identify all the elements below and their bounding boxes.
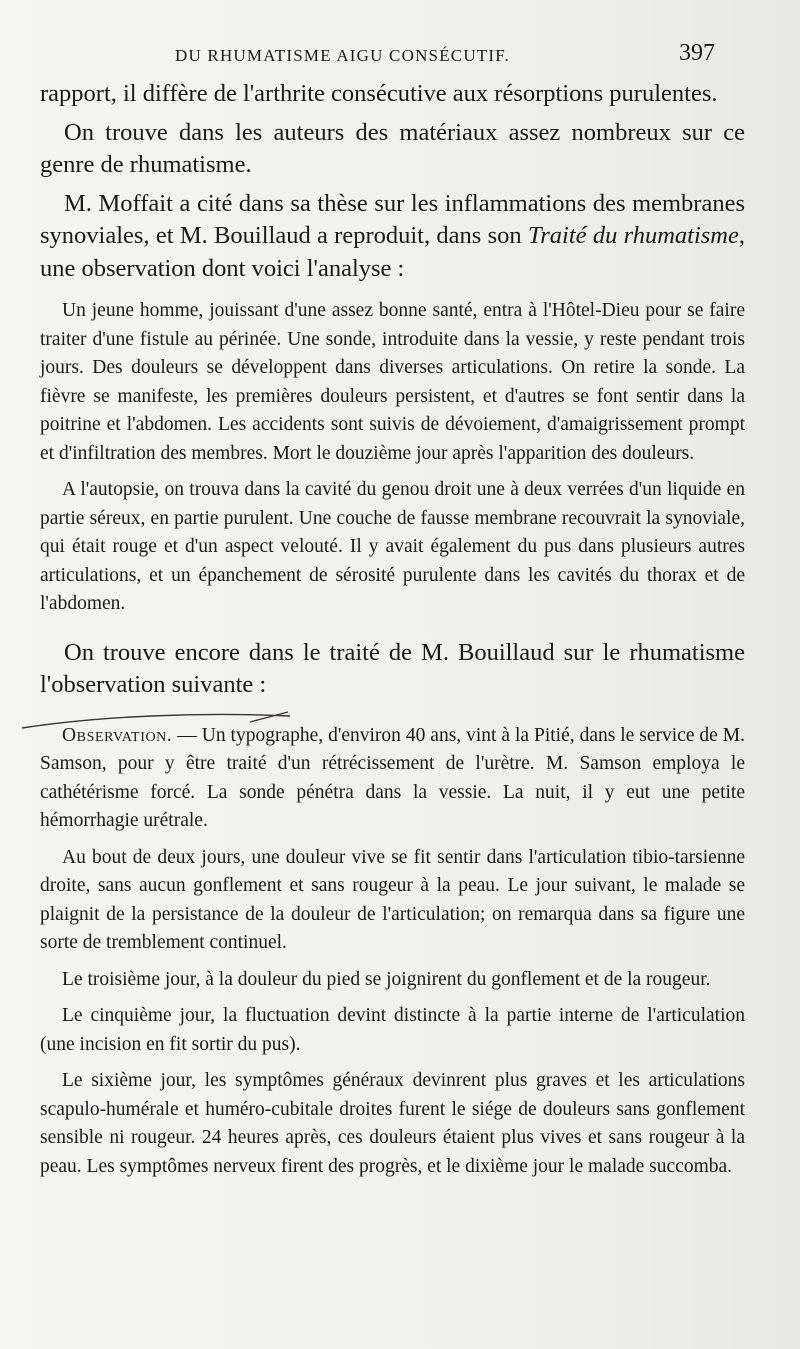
observation-text: — Un typographe, d'environ 40 ans, vint à la Pitié, dans le service de M. Samson, pour y être traité d'un rétrécissement de l'urètre. M. Samson employa le cathétérisme forcé. La sonde pénétra dans la vessie. La nuit, il y eut une petite hémorrhagie urétrale. [40,724,745,831]
paragraph-9: Le troisième jour, à la douleur du pied se joignirent du gonflement et de la rougeur. [62,968,711,990]
paragraph-3 [40,188,745,286]
book-title: Traité du rhumatisme [527,222,739,249]
paragraph-10: Le cinquième jour, la fluctuation devint distincte à la partie interne de l'articulation (une incision en fit sortir du pus). [40,1005,745,1055]
page-header [175,40,715,70]
paragraph-5: A l'autopsie, on trouva dans la cavité du genou droit une à deux verrées d'un liquide en partie séreux, en partie purulent. Une couche de fausse membrane recouvrait la synoviale, qui était rouge et d'un aspect velouté. Il y avait également du pus dans plusieurs autres articulations, et un épanchement de sérosité purulente dans les cavités du thorax et de l'abdomen. [40,479,745,614]
paragraph-3-after: , une observation dont voici l'analyse : [40,222,745,282]
page-body [40,78,745,1181]
paragraph-4: Un jeune homme, jouissant d'une assez bonne santé, entra à l'Hôtel-Dieu pour se faire traiter d'une fistule au périnée. Une sonde, introduite dans la vessie, y reste pendant trois jours. Des douleurs se développent dans diverses articulations. On retire la sonde. La fièvre se manifeste, les premières douleurs persistent, et d'autres se font sentir dans la poitrine et l'abdomen. Les accidents sont suivis de dévoiement, d'amaigrissement prompt et d'infiltration des membres. Mort le douzième jour après l'apparition des douleurs. [40,300,745,464]
paragraph-3-before: M. Moffait a cité dans sa thèse sur les inflammations des membranes synoviales, et M. Bouillaud a reproduit, dans son [40,189,745,249]
paragraph-8: Au bout de deux jours, une douleur vive se fit sentir dans l'articulation tibio-tarsienne droite, sans aucun gonflement et sans rougeur à la peau. Le jour suivant, le malade se plaignit de la persistance de la douleur de l'articulation; on remarqua dans sa figure une sorte de tremblement continuel. [40,846,745,953]
observation-label: Observation. [62,724,173,746]
running-head: DU RHUMATISME AIGU CONSÉCUTIF. [175,46,510,65]
page-number: 397 [679,40,715,66]
paragraph-1: rapport, il diffère de l'arthrite consécutive aux résorptions purulentes. [40,80,718,107]
paragraph-11: Le sixième jour, les symptômes généraux devinrent plus graves et les articulations scapulo-humérale et huméro-cubitale droites furent le siége de douleurs sans gonflement sensible ni rougeur. 24 heures après, ces douleurs étaient plus vives et sans rougeur à la peau. Les symptômes nerveux firent des progrès, et le dixième jour le malade succomba. [40,1070,745,1177]
observation-paragraph [40,722,745,836]
paragraph-2: On trouve dans les auteurs des matériaux assez nombreux sur ce genre de rhumatisme. [40,118,745,178]
paragraph-6: On trouve encore dans le traité de M. Bouillaud sur le rhumatisme l'observation suivante : [40,638,745,698]
